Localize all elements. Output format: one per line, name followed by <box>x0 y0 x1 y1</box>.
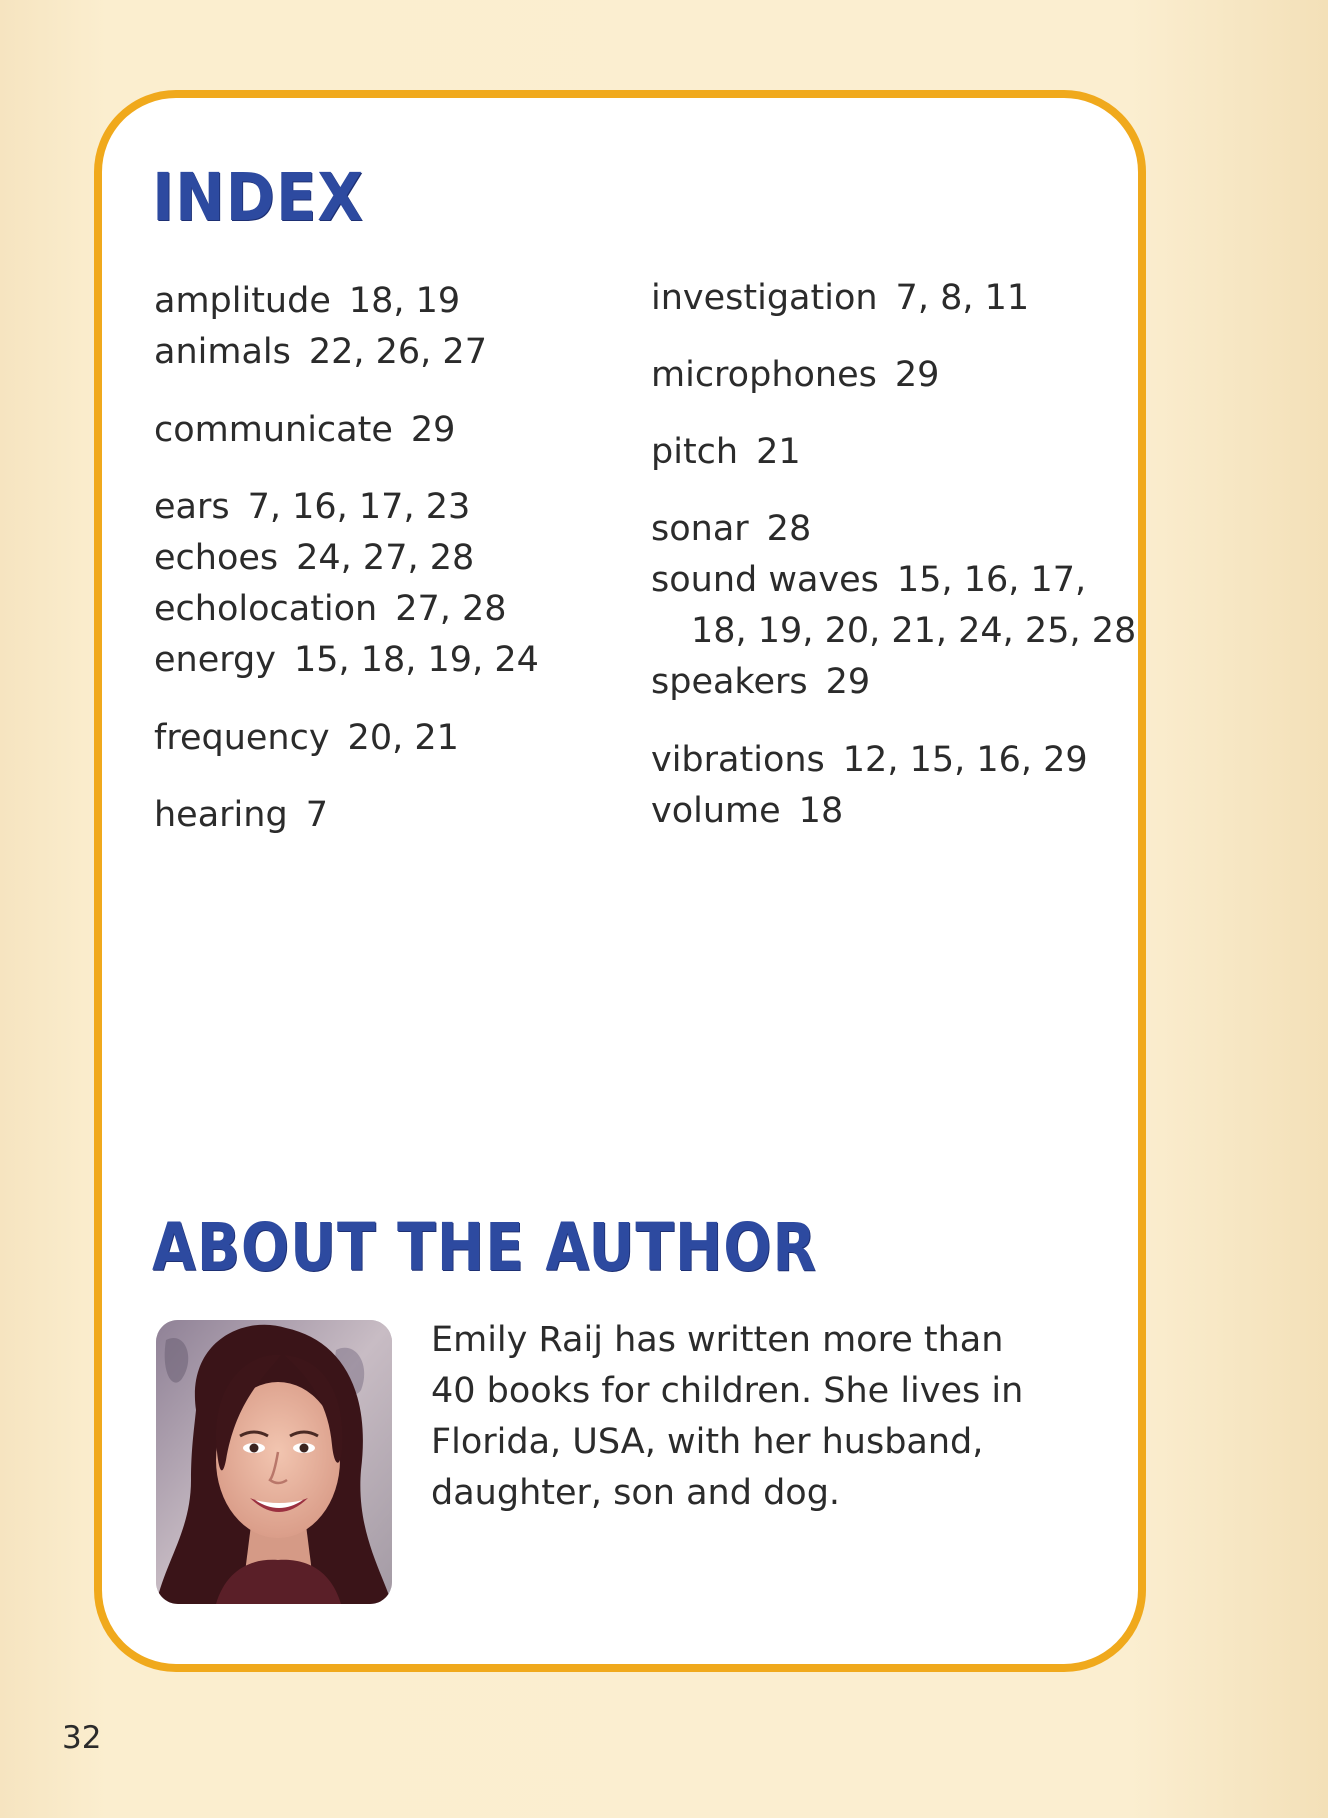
index-pages: 24, 27, 28 <box>296 538 475 578</box>
index-term: hearing <box>154 795 288 835</box>
index-pages: 7 <box>305 795 328 835</box>
index-term: animals <box>154 332 291 372</box>
index-term: sound waves <box>651 560 879 600</box>
author-bio <box>431 1315 1071 1519</box>
index-entry <box>651 507 811 551</box>
index-term: echolocation <box>154 589 378 629</box>
index-term: echoes <box>154 538 279 578</box>
index-term: energy <box>154 640 276 680</box>
author-photo <box>156 1320 392 1604</box>
index-heading: INDEX <box>152 159 365 236</box>
index-term: sonar <box>651 509 749 549</box>
index-pages: 27, 28 <box>395 589 507 629</box>
index-pages: 15, 16, 17, <box>896 560 1087 600</box>
index-term: volume <box>651 791 781 831</box>
index-entry <box>651 738 1088 782</box>
index-pages: 20, 21 <box>347 718 459 758</box>
index-pages: 18 <box>798 791 844 831</box>
index-pages: 29 <box>825 662 871 702</box>
index-term: microphones <box>651 355 877 395</box>
index-pages: 12, 15, 16, 29 <box>842 740 1088 780</box>
index-pages: 28 <box>766 509 812 549</box>
index-entry <box>154 330 487 374</box>
index-pages: 18, 19 <box>348 281 461 321</box>
index-pages: 7, 16, 17, 23 <box>247 487 471 527</box>
index-entry <box>651 353 939 397</box>
index-term: pitch <box>651 432 739 472</box>
index-entry <box>154 716 459 760</box>
index-pages: 21 <box>756 432 801 472</box>
index-entry <box>154 408 455 452</box>
index-term: amplitude <box>154 281 331 321</box>
author-portrait-image <box>156 1320 392 1604</box>
index-entry <box>154 793 328 837</box>
index-entry <box>154 587 507 631</box>
index-entry <box>651 660 870 704</box>
index-entry <box>154 485 470 529</box>
index-pages: 15, 18, 19, 24 <box>293 640 539 680</box>
bio-line: Emily Raij has written more than <box>431 1320 1004 1360</box>
index-term: ears <box>154 487 230 527</box>
index-entry <box>651 430 801 474</box>
index-entry <box>154 536 474 580</box>
page-number: 32 <box>62 1720 102 1756</box>
bio-line: 40 books for children. She lives in <box>431 1371 1024 1411</box>
index-entry <box>154 638 539 682</box>
index-term: frequency <box>154 718 330 758</box>
about-author-heading: ABOUT THE AUTHOR <box>152 1209 817 1286</box>
index-term: vibrations <box>651 740 825 780</box>
bio-line: daughter, son and dog. <box>431 1473 841 1513</box>
index-pages: 7, 8, 11 <box>895 278 1030 318</box>
index-term: speakers <box>651 662 808 702</box>
index-entry <box>651 789 843 833</box>
index-term: investigation <box>651 278 878 318</box>
index-entry <box>154 279 460 323</box>
index-pages: 29 <box>410 410 456 450</box>
index-pages: 22, 26, 27 <box>308 332 487 372</box>
index-pages-continuation: 18, 19, 20, 21, 24, 25, 28 <box>691 611 1137 651</box>
index-entry <box>651 558 1086 602</box>
index-term: communicate <box>154 410 393 450</box>
bio-line: Florida, USA, with her husband, <box>431 1422 984 1462</box>
index-entry <box>651 276 1029 320</box>
index-pages: 29 <box>894 355 940 395</box>
